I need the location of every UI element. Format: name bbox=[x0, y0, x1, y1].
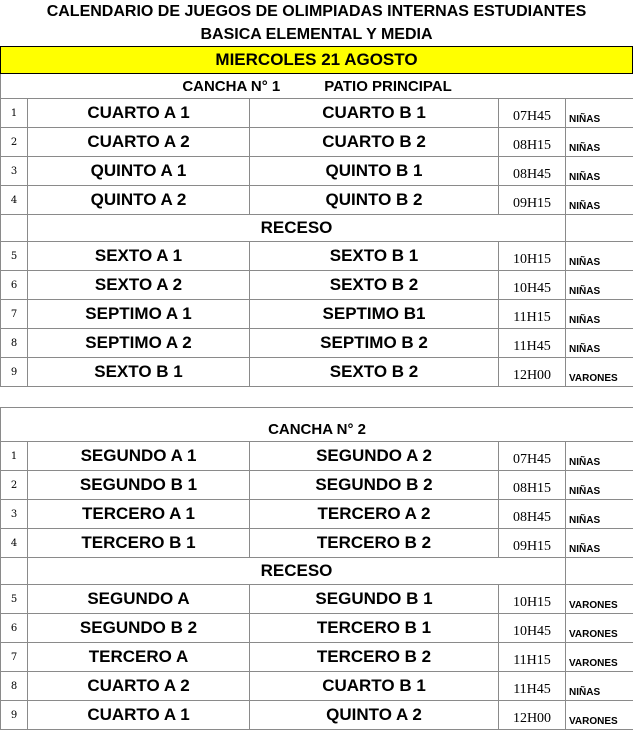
game-number: 1 bbox=[1, 442, 28, 471]
game-time: 10H15 bbox=[499, 585, 566, 614]
game-number: 6 bbox=[1, 271, 28, 300]
game-time: 11H15 bbox=[499, 643, 566, 672]
game-category: NIÑAS bbox=[566, 442, 633, 471]
game-category: NIÑAS bbox=[566, 672, 633, 701]
team-b: TERCERO B 1 bbox=[250, 614, 499, 643]
game-number: 8 bbox=[1, 672, 28, 701]
date-banner: MIERCOLES 21 AGOSTO bbox=[0, 46, 633, 74]
recess-blank bbox=[1, 558, 28, 585]
game-time: 10H15 bbox=[499, 242, 566, 271]
team-b: QUINTO B 1 bbox=[250, 157, 499, 186]
game-number: 7 bbox=[1, 643, 28, 672]
game-time: 12H00 bbox=[499, 358, 566, 387]
team-a: CUARTO A 1 bbox=[28, 99, 250, 128]
game-number: 3 bbox=[1, 157, 28, 186]
court1-place: PATIO PRINCIPAL bbox=[324, 78, 452, 95]
game-row bbox=[1, 500, 633, 529]
team-b: SEXTO B 2 bbox=[250, 358, 499, 387]
game-row bbox=[1, 672, 633, 701]
team-b: SEPTIMO B1 bbox=[250, 300, 499, 329]
game-time: 09H15 bbox=[499, 529, 566, 558]
game-row bbox=[1, 614, 633, 643]
recess-row bbox=[1, 558, 633, 585]
game-time: 11H15 bbox=[499, 300, 566, 329]
team-a: SEGUNDO A bbox=[28, 585, 250, 614]
team-a: TERCERO A bbox=[28, 643, 250, 672]
team-a: SEXTO A 2 bbox=[28, 271, 250, 300]
game-row bbox=[1, 701, 633, 730]
game-category: VARONES bbox=[566, 701, 633, 730]
court2-header-row bbox=[1, 408, 633, 442]
game-category: NIÑAS bbox=[566, 99, 633, 128]
game-time: 07H45 bbox=[499, 442, 566, 471]
document-subtitle: BASICA ELEMENTAL Y MEDIA bbox=[0, 25, 633, 45]
game-row bbox=[1, 128, 633, 157]
game-category: NIÑAS bbox=[566, 471, 633, 500]
game-time: 10H45 bbox=[499, 271, 566, 300]
team-a: TERCERO B 1 bbox=[28, 529, 250, 558]
recess-label: RECESO bbox=[28, 215, 566, 242]
spacer-row bbox=[1, 387, 633, 408]
game-category: NIÑAS bbox=[566, 329, 633, 358]
schedule-table bbox=[0, 74, 633, 730]
game-category: VARONES bbox=[566, 643, 633, 672]
game-row bbox=[1, 99, 633, 128]
team-b: CUARTO B 2 bbox=[250, 128, 499, 157]
game-row bbox=[1, 157, 633, 186]
team-b: SEGUNDO B 2 bbox=[250, 471, 499, 500]
game-row bbox=[1, 529, 633, 558]
team-b: SEGUNDO A 2 bbox=[250, 442, 499, 471]
team-b: SEXTO B 2 bbox=[250, 271, 499, 300]
recess-blank bbox=[566, 215, 633, 242]
game-row bbox=[1, 271, 633, 300]
team-a: CUARTO A 1 bbox=[28, 701, 250, 730]
team-b: TERCERO B 2 bbox=[250, 529, 499, 558]
game-row bbox=[1, 643, 633, 672]
game-number: 2 bbox=[1, 471, 28, 500]
team-b: QUINTO B 2 bbox=[250, 186, 499, 215]
team-b: SEGUNDO B 1 bbox=[250, 585, 499, 614]
game-number: 8 bbox=[1, 329, 28, 358]
court1-header-row bbox=[1, 74, 633, 99]
game-row bbox=[1, 242, 633, 271]
game-category: NIÑAS bbox=[566, 128, 633, 157]
team-a: SEGUNDO A 1 bbox=[28, 442, 250, 471]
team-a: SEPTIMO A 1 bbox=[28, 300, 250, 329]
game-time: 09H15 bbox=[499, 186, 566, 215]
game-number: 5 bbox=[1, 242, 28, 271]
game-category: NIÑAS bbox=[566, 271, 633, 300]
game-number: 3 bbox=[1, 500, 28, 529]
team-b: CUARTO B 1 bbox=[250, 99, 499, 128]
team-a: SEPTIMO A 2 bbox=[28, 329, 250, 358]
team-b: SEXTO B 1 bbox=[250, 242, 499, 271]
game-row bbox=[1, 471, 633, 500]
game-number: 9 bbox=[1, 701, 28, 730]
game-time: 08H45 bbox=[499, 500, 566, 529]
game-time: 07H45 bbox=[499, 99, 566, 128]
game-row bbox=[1, 329, 633, 358]
team-a: CUARTO A 2 bbox=[28, 672, 250, 701]
game-category: NIÑAS bbox=[566, 186, 633, 215]
recess-blank bbox=[566, 558, 633, 585]
game-category: NIÑAS bbox=[566, 529, 633, 558]
game-category: NIÑAS bbox=[566, 300, 633, 329]
game-number: 7 bbox=[1, 300, 28, 329]
team-b: QUINTO A 2 bbox=[250, 701, 499, 730]
team-a: CUARTO A 2 bbox=[28, 128, 250, 157]
game-row bbox=[1, 300, 633, 329]
game-category: VARONES bbox=[566, 585, 633, 614]
game-category: NIÑAS bbox=[566, 242, 633, 271]
game-category: VARONES bbox=[566, 614, 633, 643]
court2-label: CANCHA N° 2 bbox=[1, 408, 633, 442]
court1-label bbox=[1, 74, 633, 99]
recess-row bbox=[1, 215, 633, 242]
game-number: 6 bbox=[1, 614, 28, 643]
game-time: 08H15 bbox=[499, 471, 566, 500]
game-row bbox=[1, 442, 633, 471]
game-category: NIÑAS bbox=[566, 500, 633, 529]
spacer-cell bbox=[1, 387, 633, 408]
game-number: 2 bbox=[1, 128, 28, 157]
game-category: VARONES bbox=[566, 358, 633, 387]
document-title: CALENDARIO DE JUEGOS DE OLIMPIADAS INTERNAS ESTUDIANTES bbox=[0, 2, 633, 22]
court1-name: CANCHA N° 1 bbox=[182, 78, 280, 95]
team-a: SEXTO B 1 bbox=[28, 358, 250, 387]
game-number: 9 bbox=[1, 358, 28, 387]
team-b: TERCERO A 2 bbox=[250, 500, 499, 529]
team-b: SEPTIMO B 2 bbox=[250, 329, 499, 358]
team-a: SEGUNDO B 1 bbox=[28, 471, 250, 500]
team-a: TERCERO A 1 bbox=[28, 500, 250, 529]
team-a: QUINTO A 2 bbox=[28, 186, 250, 215]
team-b: CUARTO B 1 bbox=[250, 672, 499, 701]
game-number: 4 bbox=[1, 529, 28, 558]
game-number: 5 bbox=[1, 585, 28, 614]
game-time: 08H15 bbox=[499, 128, 566, 157]
team-a: SEXTO A 1 bbox=[28, 242, 250, 271]
recess-blank bbox=[1, 215, 28, 242]
team-a: QUINTO A 1 bbox=[28, 157, 250, 186]
game-row bbox=[1, 585, 633, 614]
recess-label: RECESO bbox=[28, 558, 566, 585]
game-number: 4 bbox=[1, 186, 28, 215]
team-b: TERCERO B 2 bbox=[250, 643, 499, 672]
game-row bbox=[1, 186, 633, 215]
game-time: 11H45 bbox=[499, 329, 566, 358]
game-time: 11H45 bbox=[499, 672, 566, 701]
game-row bbox=[1, 358, 633, 387]
team-a: SEGUNDO B 2 bbox=[28, 614, 250, 643]
game-number: 1 bbox=[1, 99, 28, 128]
game-time: 12H00 bbox=[499, 701, 566, 730]
game-category: NIÑAS bbox=[566, 157, 633, 186]
game-time: 08H45 bbox=[499, 157, 566, 186]
game-time: 10H45 bbox=[499, 614, 566, 643]
